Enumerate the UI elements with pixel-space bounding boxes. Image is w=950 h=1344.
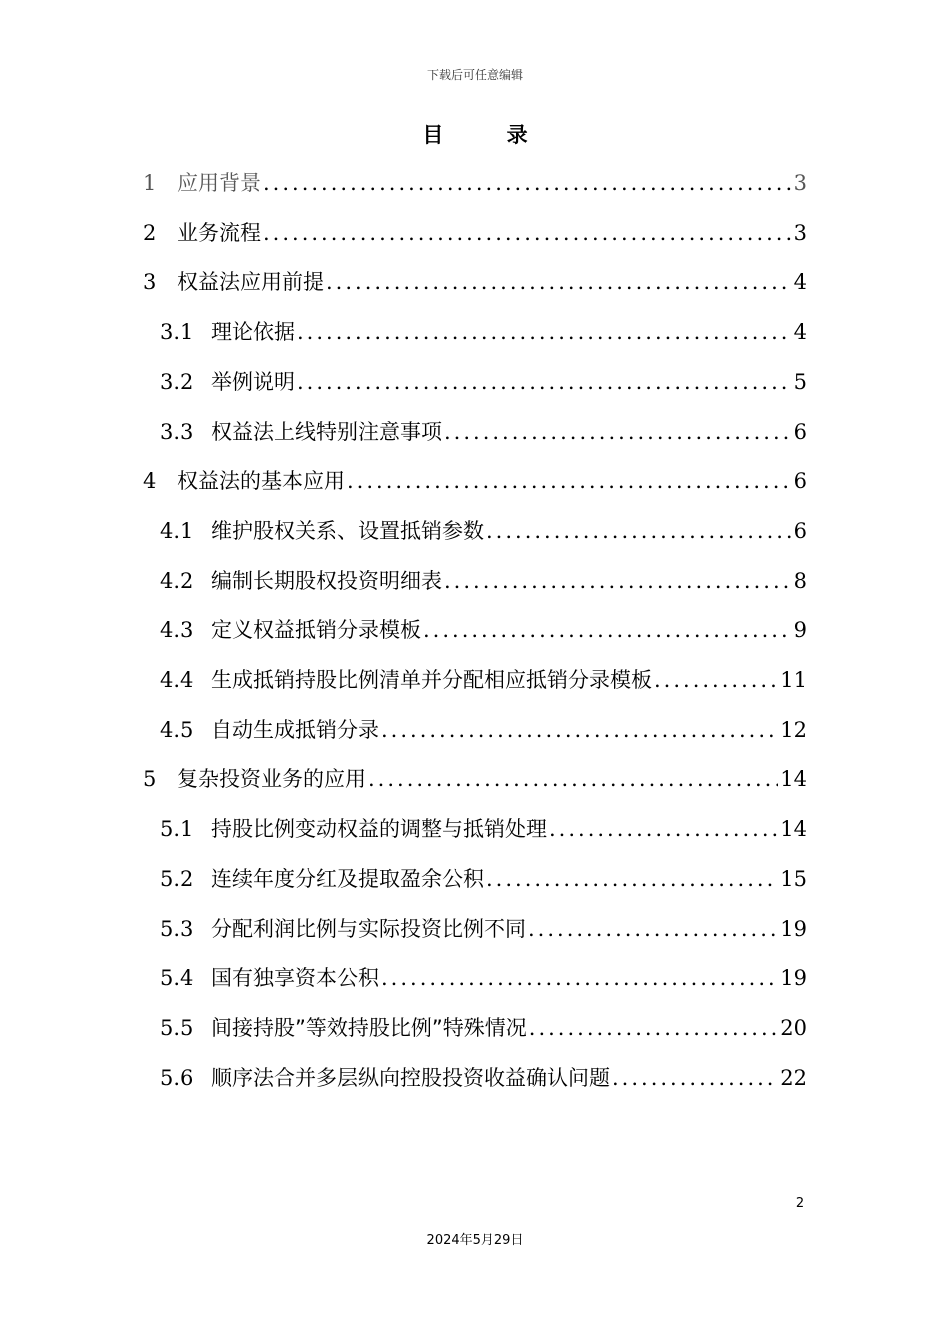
dot-leader bbox=[444, 415, 792, 449]
dot-leader bbox=[486, 514, 792, 548]
dot-leader bbox=[549, 812, 778, 846]
toc-entry-label: 复杂投资业务的应用 bbox=[177, 767, 366, 792]
toc-entry-label: 权益法应用前提 bbox=[177, 270, 324, 295]
toc-entry-number: 1 bbox=[143, 171, 157, 195]
toc-entry-label: 理论依据 bbox=[211, 320, 295, 345]
toc-entry[interactable] bbox=[160, 315, 807, 349]
toc-entry[interactable] bbox=[160, 663, 807, 697]
toc-entry-number: 3.1 bbox=[160, 320, 194, 345]
footer-date: 2024年5月29日 bbox=[426, 1233, 524, 1248]
toc-entry-number: 5.6 bbox=[160, 1065, 194, 1090]
toc-entry-number: 3.3 bbox=[160, 419, 194, 444]
toc-entry-label: 权益法的基本应用 bbox=[177, 469, 345, 494]
toc-entry-page: 11 bbox=[780, 668, 807, 692]
toc-entry-label: 编制长期股权投资明细表 bbox=[211, 568, 442, 593]
toc-entry[interactable] bbox=[160, 613, 807, 647]
toc-entry-page: 19 bbox=[780, 966, 807, 991]
toc-entry-label: 生成抵销持股比例清单并分配相应抵销分录模板 bbox=[211, 668, 652, 692]
page-number: 2 bbox=[795, 1196, 805, 1211]
toc-entry-label: 应用背景 bbox=[177, 171, 261, 195]
dot-leader bbox=[654, 663, 778, 697]
toc-title: 目 录 bbox=[422, 123, 556, 147]
toc-entry-page: 14 bbox=[780, 767, 807, 792]
dot-leader bbox=[297, 315, 792, 349]
toc-entry-number: 5.3 bbox=[160, 916, 194, 941]
toc-entry-page: 3 bbox=[793, 171, 807, 195]
dot-leader bbox=[486, 862, 778, 896]
dot-leader bbox=[381, 713, 778, 747]
toc-entry-number: 3 bbox=[143, 270, 157, 295]
toc-entry-number: 4 bbox=[143, 469, 157, 494]
toc-entry[interactable] bbox=[160, 1011, 807, 1045]
dot-leader bbox=[444, 564, 792, 598]
toc-entry-page: 4 bbox=[793, 270, 807, 295]
dot-leader bbox=[263, 166, 792, 200]
toc-entry-number: 5.5 bbox=[160, 1015, 194, 1040]
toc-entry-page: 15 bbox=[780, 866, 807, 891]
dot-leader bbox=[263, 216, 792, 250]
toc-entry-page: 9 bbox=[793, 618, 807, 643]
toc-entry-label: 维护股权关系、设置抵销参数 bbox=[211, 518, 484, 543]
toc-entry-number: 2 bbox=[143, 220, 157, 245]
dot-leader bbox=[368, 762, 778, 796]
toc-entry[interactable] bbox=[143, 464, 807, 498]
toc-entry-label: 定义权益抵销分录模板 bbox=[211, 618, 421, 643]
toc-entry-label: 权益法上线特别注意事项 bbox=[211, 419, 442, 444]
toc-entry-page: 22 bbox=[780, 1065, 807, 1090]
toc-entry-label: 业务流程 bbox=[177, 220, 261, 245]
toc-entry-page: 8 bbox=[793, 568, 807, 593]
dot-leader bbox=[381, 961, 778, 995]
toc-entry-number: 3.2 bbox=[160, 369, 194, 394]
toc-entry-label: 举例说明 bbox=[211, 369, 295, 394]
toc-entry[interactable] bbox=[160, 713, 807, 747]
dot-leader bbox=[326, 265, 792, 299]
toc-entry-page: 6 bbox=[793, 419, 807, 444]
toc-entry[interactable] bbox=[160, 862, 807, 896]
toc-entry[interactable] bbox=[143, 265, 807, 299]
toc-entry[interactable] bbox=[160, 415, 807, 449]
dot-leader bbox=[423, 613, 792, 647]
toc-entry-page: 14 bbox=[780, 817, 807, 842]
toc-entry-label: 分配利润比例与实际投资比例不同 bbox=[211, 916, 526, 941]
dot-leader bbox=[528, 912, 778, 946]
toc-entry-page: 20 bbox=[780, 1015, 807, 1040]
toc-entry-number: 4.4 bbox=[160, 668, 194, 692]
toc-entry-page: 3 bbox=[793, 220, 807, 245]
toc-entry-number: 5.4 bbox=[160, 966, 194, 991]
toc-entry-label: 国有独享资本公积 bbox=[211, 966, 379, 991]
dot-leader bbox=[612, 1061, 778, 1095]
toc-entry-number: 4.2 bbox=[160, 568, 194, 593]
toc-entry-label: 自动生成抵销分录 bbox=[211, 717, 379, 742]
toc-entry-number: 5.2 bbox=[160, 866, 194, 891]
toc-entry[interactable] bbox=[143, 216, 807, 250]
toc-entry-number: 4.3 bbox=[160, 618, 194, 643]
toc-entry[interactable] bbox=[160, 961, 807, 995]
toc-entry-label: 连续年度分红及提取盈余公积 bbox=[211, 866, 484, 891]
toc-entry-page: 6 bbox=[793, 469, 807, 494]
toc-entry-label: 持股比例变动权益的调整与抵销处理 bbox=[211, 817, 547, 842]
toc-entry-number: 5.1 bbox=[160, 817, 194, 842]
toc-entry-label: 间接持股”等效持股比例”特殊情况 bbox=[211, 1015, 527, 1040]
toc-entry[interactable] bbox=[160, 1061, 807, 1095]
toc-entry-number: 4.5 bbox=[160, 717, 194, 742]
toc-entry-page: 12 bbox=[780, 717, 807, 742]
header-note: 下载后可任意编辑 bbox=[426, 68, 523, 82]
toc-entry[interactable] bbox=[160, 564, 807, 598]
toc-entry[interactable] bbox=[160, 514, 807, 548]
toc-entry[interactable] bbox=[143, 166, 807, 200]
toc-entry[interactable] bbox=[160, 365, 807, 399]
toc-entry-page: 4 bbox=[793, 320, 807, 345]
toc-entry-label: 顺序法合并多层纵向控股投资收益确认问题 bbox=[211, 1065, 610, 1090]
dot-leader bbox=[529, 1011, 779, 1045]
toc-entry-number: 5 bbox=[143, 767, 157, 792]
dot-leader bbox=[347, 464, 792, 498]
toc-entry[interactable] bbox=[160, 912, 807, 946]
toc-entry-page: 6 bbox=[793, 518, 807, 543]
toc-entry-number: 4.1 bbox=[160, 518, 194, 543]
toc-entry-page: 5 bbox=[793, 369, 807, 394]
toc-entry[interactable] bbox=[143, 762, 807, 796]
toc-entry[interactable] bbox=[160, 812, 807, 846]
toc-entry-page: 19 bbox=[780, 916, 807, 941]
dot-leader bbox=[297, 365, 792, 399]
